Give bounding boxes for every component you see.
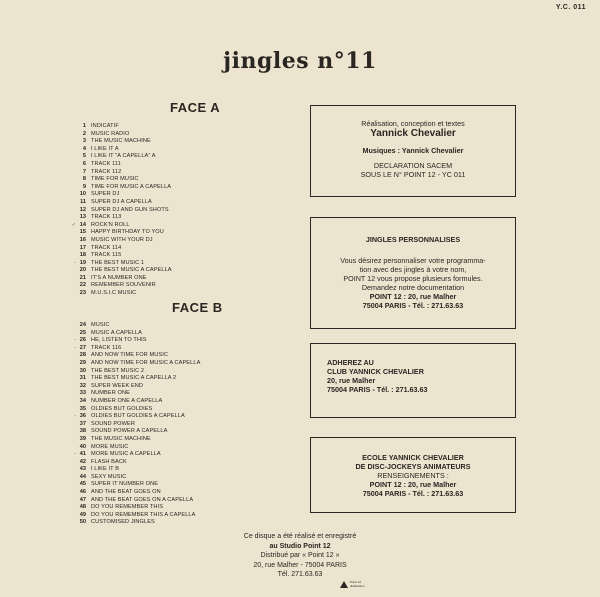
track-number: 30 xyxy=(79,367,86,374)
track-item xyxy=(70,330,200,338)
track-title: SUPER IT NUMBER ONE xyxy=(91,481,159,488)
school-name: ECOLE YANNICK CHEVALIER xyxy=(362,453,464,462)
credits-music: Musiques : Yannick Chevalier xyxy=(362,146,464,155)
credits-sacem-number: SOUS LE N° POINT 12 - YC 011 xyxy=(360,170,466,179)
credits-sacem: DECLARATION SACEM xyxy=(373,161,453,170)
track-item xyxy=(70,138,172,146)
track-item xyxy=(70,229,172,237)
track-number: 2 xyxy=(82,130,86,137)
track-number: 32 xyxy=(79,382,86,389)
track-number: 33 xyxy=(79,390,86,397)
track-item xyxy=(70,451,200,459)
track-item xyxy=(70,368,200,376)
track-title: M.U.S.I.C MUSIC xyxy=(91,290,137,297)
track-item xyxy=(70,260,172,268)
school-subtitle: DE DISC-JOCKEYS ANIMATEURS xyxy=(355,462,471,471)
track-title: NUMBER ONE A CAPELLA xyxy=(91,397,163,404)
track-item xyxy=(70,459,200,467)
school-phone: 75004 PARIS - Tél. : 271.63.63 xyxy=(362,489,464,498)
track-item xyxy=(70,282,172,290)
track-title: AND NOW TIME FOR MUSIC xyxy=(91,352,168,359)
track-mark: - xyxy=(74,451,76,458)
footer-distributor: Distribué par « Point 12 » xyxy=(260,552,340,559)
track-item xyxy=(70,497,200,505)
school-info-label: RENSEIGNEMENTS : xyxy=(377,471,449,480)
track-number: 35 xyxy=(79,405,86,412)
track-item xyxy=(70,322,200,330)
track-item xyxy=(70,207,172,215)
footer-address: 20, rue Malher - 75004 PARIS xyxy=(253,561,347,569)
school-box xyxy=(310,437,516,513)
track-title: TRACK 114 xyxy=(91,244,122,251)
track-item xyxy=(70,383,200,391)
album-title: jingles n°11 xyxy=(223,48,377,74)
track-number: 31 xyxy=(79,375,86,382)
track-mark: - xyxy=(74,337,76,344)
track-item xyxy=(70,398,200,406)
track-title: THE BEST MUSIC A CAPELLA 2 xyxy=(91,375,177,382)
track-number: 37 xyxy=(79,420,86,427)
track-item xyxy=(70,275,172,283)
footer-credits xyxy=(170,532,430,580)
track-item xyxy=(70,444,200,452)
track-number: 23 xyxy=(79,290,86,297)
track-item xyxy=(70,466,200,474)
track-item xyxy=(70,390,200,398)
track-number: 28 xyxy=(79,352,86,359)
track-title: DO YOU REMEMBER THIS xyxy=(91,504,164,511)
track-title: TRACK 116 xyxy=(91,344,122,351)
track-item xyxy=(70,237,172,245)
track-title: AND THE BEAT GOES ON A CAPELLA xyxy=(91,496,194,503)
track-item xyxy=(70,290,172,298)
track-item xyxy=(70,184,172,192)
track-item xyxy=(70,146,172,154)
track-number: 29 xyxy=(79,359,86,366)
track-title: HE, LISTEN TO THIS xyxy=(91,337,147,344)
track-title: TIME FOR MUSIC xyxy=(91,176,139,183)
credits-box xyxy=(310,105,516,197)
track-item xyxy=(70,413,200,421)
club-box xyxy=(310,343,516,418)
track-title: OLDIES BUT GOLDIES xyxy=(91,405,153,412)
personal-heading: JINGLES PERSONNALISES xyxy=(365,235,461,244)
track-item xyxy=(70,161,172,169)
footer-phone: Tél. 271.63.63 xyxy=(277,571,323,578)
credits-artist: Yannick Chevalier xyxy=(370,128,456,139)
track-item xyxy=(70,131,172,139)
track-title: I LIKE IT B xyxy=(91,466,120,473)
track-number: 47 xyxy=(79,496,86,503)
track-title: FLASH BACK xyxy=(91,458,127,465)
track-number: 7 xyxy=(82,168,86,175)
track-title: THE BEST MUSIC 2 xyxy=(91,367,145,374)
track-number: 40 xyxy=(79,443,86,450)
track-title: IT'S A NUMBER ONE xyxy=(91,274,147,281)
track-number: 43 xyxy=(79,466,86,473)
face-a-heading: FACE A xyxy=(170,100,221,115)
track-number: 3 xyxy=(82,138,86,145)
club-phone: 75004 PARIS - Tél. : 271.63.63 xyxy=(327,385,428,394)
track-title: AND THE BEAT GOES ON xyxy=(91,489,161,496)
track-mark: - xyxy=(74,344,76,351)
footer-line: Ce disque a été réalisé et enregistré xyxy=(243,533,357,540)
track-number: 48 xyxy=(79,504,86,511)
track-number: 26 xyxy=(79,337,86,344)
track-title: I LIKE IT "A CAPELLA" A xyxy=(91,153,156,160)
track-title: MORE MUSIC A CAPELLA xyxy=(91,451,161,458)
track-number: 4 xyxy=(82,145,86,152)
track-number: 18 xyxy=(79,252,86,259)
track-item xyxy=(70,512,200,520)
track-title: MUSIC xyxy=(91,322,110,328)
track-number: 12 xyxy=(79,206,86,213)
personal-text: Vous désirez personnaliser votre programma- xyxy=(340,256,486,265)
track-item xyxy=(70,153,172,161)
personal-text: Demandez notre documentation xyxy=(361,283,465,292)
track-item xyxy=(70,352,200,360)
track-title: TRACK 112 xyxy=(91,168,122,175)
track-title: SEXY MUSIC xyxy=(91,473,127,480)
track-number: 1 xyxy=(82,123,86,129)
track-number: 20 xyxy=(79,267,86,274)
track-item xyxy=(70,519,200,527)
track-item xyxy=(70,169,172,177)
track-number: 42 xyxy=(79,458,86,465)
personal-address: POINT 12 : 20, rue Malher xyxy=(369,292,457,301)
track-title: INDICATIF xyxy=(91,123,119,129)
track-title: MUSIC RADIO xyxy=(91,130,130,137)
track-number: 21 xyxy=(79,274,86,281)
distributor-logo xyxy=(340,581,372,588)
track-mark: - xyxy=(74,413,76,420)
track-title: I LIKE IT A xyxy=(91,145,119,152)
logo-text: Point 12 distribution xyxy=(350,580,365,588)
track-item xyxy=(70,474,200,482)
track-item xyxy=(70,176,172,184)
triangle-logo-icon xyxy=(340,581,348,588)
track-title: MORE MUSIC xyxy=(91,443,129,450)
track-number: 16 xyxy=(79,236,86,243)
club-line: ADHEREZ AU xyxy=(327,358,374,367)
track-item xyxy=(70,199,172,207)
track-item xyxy=(70,214,172,222)
track-title: THE MUSIC MACHINE xyxy=(91,138,151,145)
track-title: CUSTOMISED JINGLES xyxy=(91,519,155,526)
track-mark: ✓ xyxy=(71,221,76,228)
club-address: 20, rue Malher xyxy=(327,376,376,385)
track-item xyxy=(70,267,172,275)
track-title: HAPPY BIRTHDAY TO YOU xyxy=(91,229,164,236)
track-title: TIME FOR MUSIC A CAPELLA xyxy=(91,183,172,190)
track-item xyxy=(70,489,200,497)
track-title: ROCK'N ROLL xyxy=(91,221,130,228)
track-number: 34 xyxy=(79,397,86,404)
track-title: SOUND POWER A CAPELLA xyxy=(91,428,168,435)
track-number: 39 xyxy=(79,435,86,442)
track-number: 38 xyxy=(79,428,86,435)
personal-phone: 75004 PARIS - Tél. : 271.63.63 xyxy=(362,301,464,310)
club-name: CLUB YANNICK CHEVALIER xyxy=(327,367,424,376)
track-title: THE MUSIC MACHINE xyxy=(91,435,151,442)
track-title: TRACK 111 xyxy=(91,160,121,167)
track-title: DO YOU REMEMBER THIS A CAPELLA xyxy=(91,511,196,518)
track-number: 27 xyxy=(79,344,86,351)
track-item xyxy=(70,191,172,199)
track-title: MUSIC WITH YOUR DJ xyxy=(91,236,153,243)
track-title: MUSIC A CAPELLA xyxy=(91,329,142,336)
track-number: 19 xyxy=(79,259,86,266)
track-number: 25 xyxy=(79,329,86,336)
face-a-tracklist xyxy=(70,123,172,298)
track-item xyxy=(70,436,200,444)
track-number: 41 xyxy=(79,451,86,458)
track-number: 8 xyxy=(82,176,86,183)
school-address: POINT 12 : 20, rue Malher xyxy=(369,480,457,489)
track-item xyxy=(70,481,200,489)
track-title: THE BEST MUSIC 1 xyxy=(91,259,145,266)
track-item xyxy=(70,406,200,414)
track-number: 10 xyxy=(79,191,86,198)
track-title: REMEMBER SOUVENIR xyxy=(91,282,156,289)
track-item xyxy=(70,345,200,353)
personal-jingles-box xyxy=(310,217,516,329)
track-number: 13 xyxy=(79,214,86,221)
track-number: 45 xyxy=(79,481,86,488)
track-title: SUPER WEEK END xyxy=(91,382,144,389)
track-title: SUPER DJ AND GUN SHOTS xyxy=(91,206,169,213)
track-number: 11 xyxy=(80,198,86,205)
track-title: AND NOW TIME FOR MUSIC A CAPELLA xyxy=(91,359,201,366)
track-item xyxy=(70,504,200,512)
track-number: 36 xyxy=(79,413,86,420)
track-title: OLDIES BUT GOLDIES A CAPELLA xyxy=(91,413,185,420)
track-number: 15 xyxy=(79,229,86,236)
track-number: 6 xyxy=(82,160,86,167)
catalog-number: Y.C. 011 xyxy=(555,4,586,11)
personal-text: tion avec des jingles à votre nom, xyxy=(359,265,467,274)
track-number: 22 xyxy=(79,282,86,289)
track-number: 44 xyxy=(79,473,86,480)
track-number: 17 xyxy=(79,244,86,251)
track-number: 9 xyxy=(82,183,86,190)
track-item xyxy=(70,421,200,429)
track-mark: - xyxy=(74,259,76,266)
track-title: THE BEST MUSIC A CAPELLA xyxy=(91,267,172,274)
face-b-tracklist xyxy=(70,322,200,527)
face-b-heading: FACE B xyxy=(172,300,223,315)
footer-studio: au Studio Point 12 xyxy=(269,542,331,550)
track-item xyxy=(70,360,200,368)
track-number: 50 xyxy=(79,519,86,526)
track-number: 5 xyxy=(82,153,86,160)
track-item xyxy=(70,428,200,436)
track-title: NUMBER ONE xyxy=(91,390,130,397)
personal-text: POINT 12 vous propose plusieurs formules. xyxy=(343,274,483,283)
track-item xyxy=(70,337,200,345)
track-item xyxy=(70,123,172,131)
track-item xyxy=(70,245,172,253)
track-title: SUPER DJ xyxy=(91,191,120,198)
track-title: TRACK 113 xyxy=(91,214,122,221)
track-number: 49 xyxy=(79,511,86,518)
track-item xyxy=(70,252,172,260)
track-number: 24 xyxy=(79,322,86,328)
track-title: SOUND POWER xyxy=(91,420,135,427)
credits-line: Réalisation, conception et textes xyxy=(361,119,465,128)
track-number: 46 xyxy=(79,489,86,496)
track-item xyxy=(70,375,200,383)
track-title: SUPER DJ A CAPELLA xyxy=(91,198,152,205)
track-title: TRACK 115 xyxy=(91,252,122,259)
track-item xyxy=(70,222,172,230)
track-number: 14 xyxy=(79,221,86,228)
